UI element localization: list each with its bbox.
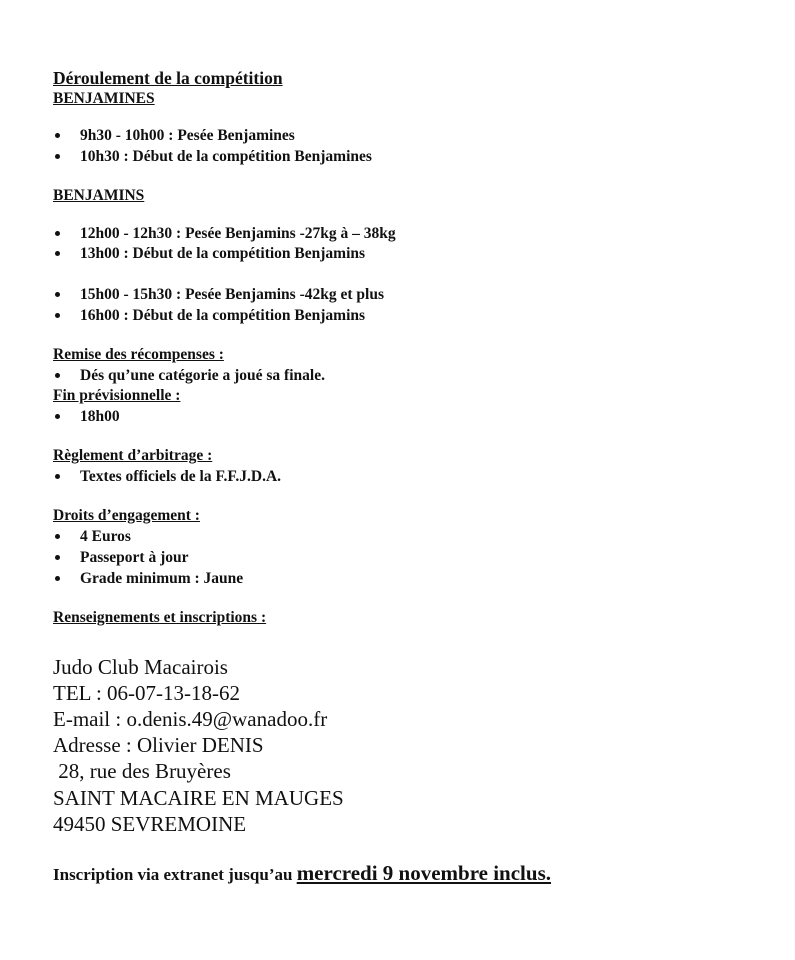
contact-ville: SAINT MACAIRE EN MAUGES bbox=[53, 786, 344, 810]
section-heading-renseignements: Renseignements et inscriptions : bbox=[53, 609, 267, 626]
bullet-icon bbox=[55, 414, 60, 419]
contact-club: Judo Club Macairois bbox=[53, 655, 228, 679]
bullet-icon bbox=[55, 373, 60, 378]
bullet-icon bbox=[55, 313, 60, 318]
section-heading-reglement: Règlement d’arbitrage : bbox=[53, 447, 213, 464]
contact-tel: TEL : 06-07-13-18-62 bbox=[53, 681, 241, 705]
list-item: 16h00 : Début de la compétition Benjamins bbox=[80, 307, 366, 324]
section-heading-fin: Fin prévisionnelle : bbox=[53, 387, 181, 404]
bullet-icon bbox=[55, 534, 60, 539]
list-item: Textes officiels de la F.F.J.D.A. bbox=[80, 468, 282, 485]
section-heading-benjamines: BENJAMINES bbox=[53, 90, 155, 107]
list-item: Passeport à jour bbox=[80, 549, 189, 566]
inscription-deadline: mercredi 9 novembre inclus. bbox=[296, 861, 551, 885]
page-title: Déroulement de la compétition bbox=[53, 68, 283, 88]
list-item: 13h00 : Début de la compétition Benjamins bbox=[80, 245, 366, 262]
bullet-icon bbox=[55, 251, 60, 256]
list-item: 9h30 - 10h00 : Pesée Benjamines bbox=[80, 127, 295, 144]
bullet-icon bbox=[55, 474, 60, 479]
list-item: Dés qu’une catégorie a joué sa finale. bbox=[80, 367, 325, 384]
contact-rue: 28, rue des Bruyères bbox=[53, 759, 231, 783]
list-item: Grade minimum : Jaune bbox=[80, 570, 244, 587]
list-item: 18h00 bbox=[80, 408, 120, 425]
section-heading-benjamins: BENJAMINS bbox=[53, 187, 145, 204]
list-item: 12h00 - 12h30 : Pesée Benjamins -27kg à – 38kg bbox=[80, 225, 396, 242]
bullet-icon bbox=[55, 292, 60, 297]
bullet-icon bbox=[55, 154, 60, 159]
bullet-icon bbox=[55, 231, 60, 236]
contact-email: E-mail : o.denis.49@wanadoo.fr bbox=[53, 707, 328, 731]
list-item: 15h00 - 15h30 : Pesée Benjamins -42kg et plus bbox=[80, 286, 384, 303]
list-item: 4 Euros bbox=[80, 528, 131, 545]
bullet-icon bbox=[55, 576, 60, 581]
section-heading-remise: Remise des récompenses : bbox=[53, 346, 224, 363]
inscription-text: Inscription via extranet jusqu’au bbox=[53, 865, 297, 884]
bullet-icon bbox=[55, 555, 60, 560]
contact-cp: 49450 SEVREMOINE bbox=[53, 812, 247, 836]
contact-adresse: Adresse : Olivier DENIS bbox=[53, 733, 264, 757]
list-item: 10h30 : Début de la compétition Benjamines bbox=[80, 148, 372, 165]
section-heading-droits: Droits d’engagement : bbox=[53, 507, 200, 524]
bullet-icon bbox=[55, 133, 60, 138]
inscription-line bbox=[53, 860, 551, 886]
